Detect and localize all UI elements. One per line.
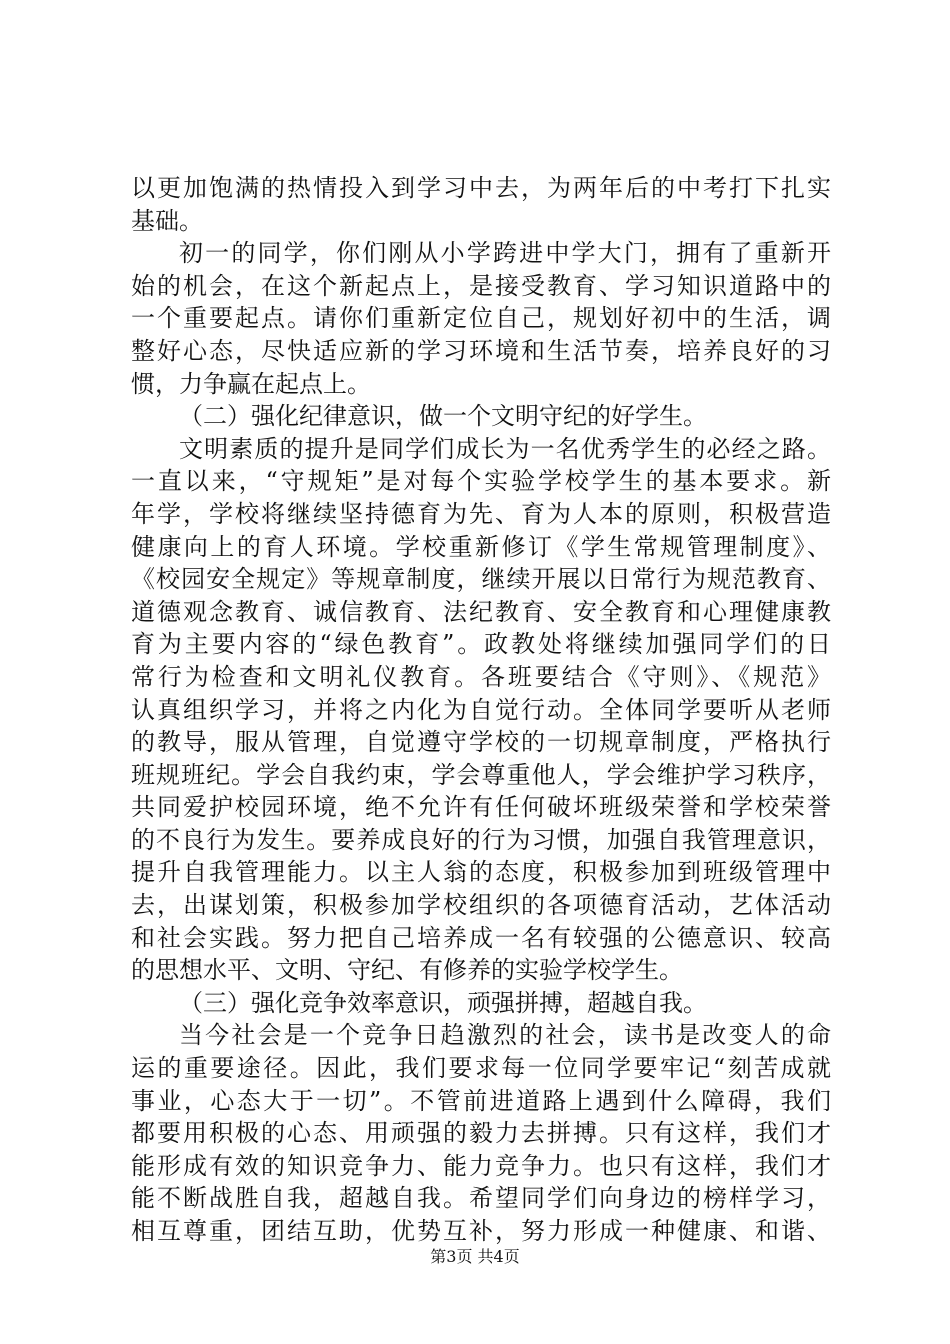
text-line: 事业，心态大于一切”。不管前进道路上遇到什么障碍，我们 — [131, 1086, 831, 1115]
text-line: 初一的同学，你们刚从小学跨进中学大门，拥有了重新开 — [179, 239, 831, 268]
text-line: 都要用积极的心态、用顽强的毅力去拼搏。只有这样，我们才 — [131, 1119, 831, 1148]
text-line: 和社会实践。努力把自己培养成一名有较强的公德意识、较高 — [131, 923, 831, 952]
text-line: 一个重要起点。请你们重新定位自己，规划好初中的生活，调 — [131, 304, 831, 333]
text-line: 道德观念教育、诚信教育、法纪教育、安全教育和心理健康教 — [131, 597, 831, 626]
text-line: 的教导，服从管理，自觉遵守学校的一切规章制度，严格执行 — [131, 728, 831, 757]
text-line: （二）强化纪律意识，做一个文明守纪的好学生。 — [179, 402, 707, 431]
text-line: 育为主要内容的“绿色教育”。政教处将继续加强同学们的日 — [131, 630, 831, 659]
text-line: 提升自我管理能力。以主人翁的态度，积极参加到班级管理中 — [131, 858, 831, 887]
text-line: 的思想水平、文明、守纪、有修养的实验学校学生。 — [131, 956, 683, 985]
text-line: 健康向上的育人环境。学校重新修订《学生常规管理制度》、 — [131, 532, 831, 561]
page-footer: 第3页 共4页 — [430, 1247, 520, 1266]
text-line: 年学，学校将继续坚持德育为先、育为人本的原则，积极营造 — [131, 499, 831, 528]
text-line: 能形成有效的知识竞争力、能力竞争力。也只有这样，我们才 — [131, 1151, 831, 1180]
text-line: 以更加饱满的热情投入到学习中去，为两年后的中考打下扎实 — [131, 174, 831, 202]
text-line: 的不良行为发生。要养成良好的行为习惯，加强自我管理意识， — [131, 825, 831, 854]
text-line: 能不断战胜自我，超越自我。希望同学们向身边的榜样学习， — [131, 1184, 831, 1213]
text-line: 运的重要途径。因此，我们要求每一位同学要牢记“刻苦成就 — [131, 1054, 831, 1083]
text-line: 惯，力争赢在起点上。 — [131, 369, 371, 398]
text-line: （三）强化竞争效率意识，顽强拼搏，超越自我。 — [179, 988, 707, 1017]
text-line: 整好心态，尽快适应新的学习环境和生活节奏，培养良好的习 — [131, 336, 831, 365]
text-line: 班规班纪。学会自我约束，学会尊重他人，学会维护学习秩序， — [131, 760, 831, 789]
text-line: 常行为检查和文明礼仪教育。各班要结合《守则》、《规范》 — [131, 662, 831, 691]
text-line: 认真组织学习，并将之内化为自觉行动。全体同学要听从老师 — [131, 695, 831, 724]
text-line: 始的机会，在这个新起点上，是接受教育、学习知识道路中的 — [131, 271, 831, 300]
text-line: 《校园安全规定》等规章制度，继续开展以日常行为规范教育、 — [131, 565, 831, 594]
text-line: 去，出谋划策，积极参加学校组织的各项德育活动，艺体活动 — [131, 891, 831, 920]
text-line: 当今社会是一个竞争日趋激烈的社会，读书是改变人的命 — [179, 1021, 831, 1050]
text-line: 相互尊重，团结互助，优势互补，努力形成一种健康、和谐、 — [131, 1217, 831, 1245]
text-line: 共同爱护校园环境，绝不允许有任何破坏班级荣誉和学校荣誉 — [131, 793, 831, 822]
text-line: 一直以来，“守规矩”是对每个实验学校学生的基本要求。新 — [131, 467, 831, 496]
text-line: 文明素质的提升是同学们成长为一名优秀学生的必经之路。 — [179, 434, 831, 463]
document-body — [131, 172, 831, 1248]
text-line: 基础。 — [131, 206, 203, 235]
